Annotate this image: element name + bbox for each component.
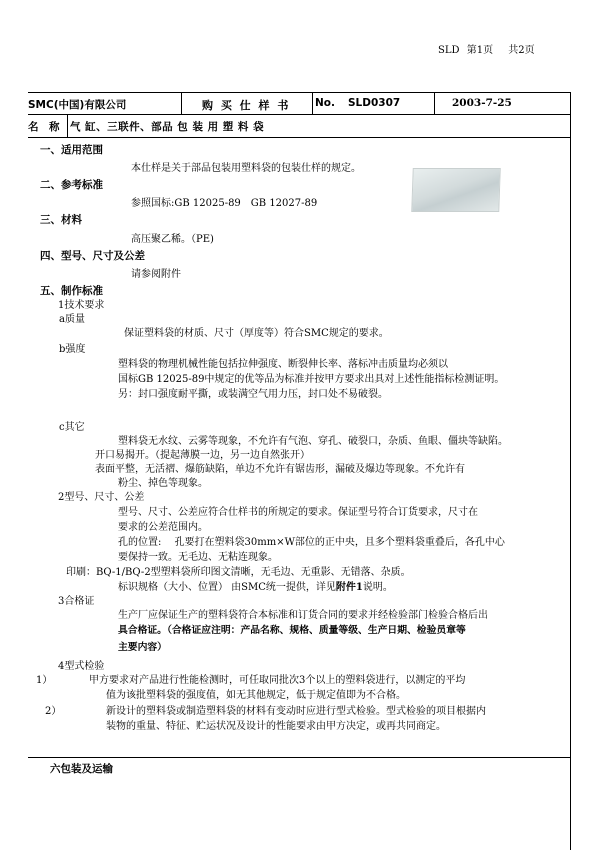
doc-code: SLD <box>438 45 460 56</box>
item-4-1-number: 1） <box>36 675 53 686</box>
section-3-title: 三、材料 <box>40 214 82 226</box>
item-c-text-2: 开口易揭开。（提起薄膜一边，另一边自然张开） <box>95 450 310 461</box>
subsection-2-title: 2型号、尺寸、公差 <box>58 492 145 503</box>
section-4-title: 四、型号、尺寸及公差 <box>40 250 145 262</box>
item-a-text: 保证塑料袋的材质、尺寸（厚度等）符合SMC规定的要求。 <box>124 328 389 339</box>
section-six-divider <box>28 757 571 758</box>
section-3-text: 高压聚乙稀。（PE) <box>131 234 214 245</box>
name-row-divider <box>28 137 571 138</box>
attachment-1-ref: 附件1 <box>335 582 363 593</box>
item-4-2-text-1: 新设计的塑料袋或制造塑料袋的材料有变动时应进行型式检验。型式检验的项目根据内 <box>106 706 486 717</box>
label-spec-text: 标识规格（大小、位置） 由SMC统一提供，详见 <box>118 582 336 593</box>
title-cell-divider-1 <box>181 92 182 115</box>
subsection-3-text-2: 具合格证。（合格证应注明：产品名称、规格、质量等级、生产日期、检验员章等 <box>118 625 466 636</box>
table-right-border <box>570 92 571 850</box>
subsection-2-text-4: 要保持一致。无毛边、无粘连现象。 <box>118 552 278 563</box>
item-c-text-4: 粉尘、掉色等现象。 <box>118 478 208 489</box>
title-cell-divider-3 <box>434 92 435 115</box>
label-spec-suffix: 说明。 <box>362 582 393 593</box>
item-4-2-text-2: 装物的重量、特征、贮运状况及设计的性能要求由甲方决定，或再共同商定。 <box>106 721 446 732</box>
subsection-1-title: 1技术要求 <box>58 300 105 311</box>
page-total: 共2页 <box>508 45 535 56</box>
section-2-text: 参照国标:GB 12025-89 GB 12027-89 <box>131 198 318 209</box>
subsection-2-text-3: 孔的位置: 孔要打在塑料袋30mm×W部位的正中央，且多个塑料袋重叠后，各孔中心 <box>118 537 505 548</box>
plastic-bag-photo <box>411 168 501 212</box>
name-label: 名 称 <box>28 121 60 133</box>
document-title: 购 买 仕 样 书 <box>202 99 291 112</box>
section-5-title: 五、制作标准 <box>40 285 103 297</box>
item-b-text-1: 塑料袋的物理机械性能包括拉伸强度、断裂伸长率、落标冲击质量均必须以 <box>118 359 448 370</box>
item-b-title: b强度 <box>59 344 86 355</box>
subsection-3-text-3: 主要内容） <box>118 642 167 653</box>
item-4-2-number: 2） <box>45 706 62 717</box>
item-4-1-text-1: 甲方要求对产品进行性能检测时，可任取同批次3个以上的塑料袋进行，以测定的平均 <box>89 675 466 686</box>
title-cell-divider-2 <box>312 92 313 115</box>
item-4-1-text-2: 值为该批塑料袋的强度值，如无其他规定，低于规定值即为不合格。 <box>106 690 406 701</box>
doc-no-value: SLD0307 <box>348 97 401 109</box>
item-b-text-3: 另：封口强度耐平撕，或装满空气用力压，封口处不易破裂。 <box>118 389 388 400</box>
name-cell-divider <box>67 115 68 137</box>
subsection-2-text-5: 印刷：BQ-1/BQ-2型塑料袋所印图文清晰，无毛边、无重影、无错落、杂质。 <box>66 567 411 578</box>
title-row-divider <box>28 114 571 115</box>
table-top-border <box>28 92 571 93</box>
subsection-3-text-1: 生产厂应保证生产的塑料袋符合本标准和订货合同的要求并经检验部门检验合格后出 <box>118 610 488 621</box>
subsection-3-title: 3合格证 <box>58 596 95 607</box>
item-c-title: c其它 <box>59 422 85 433</box>
doc-date: 2003-7-25 <box>452 97 512 109</box>
subsection-2-text-2: 要求的公差范围内。 <box>118 522 208 533</box>
name-value: 气 缸、三联件、部品 包 装 用 塑 料 袋 <box>70 121 265 133</box>
subsection-2-text-6 <box>118 578 393 593</box>
page-number: 第1页 <box>466 45 494 56</box>
item-c-text-1: 塑料袋无水纹、云雾等现象，不允许有气泡、穿孔、破裂口，杂质、鱼眼、僵块等缺陷。 <box>118 436 508 447</box>
section-1-title: 一、适用范围 <box>40 144 103 156</box>
section-1-text: 本仕样是关于部品包装用塑料袋的包装仕样的规定。 <box>131 163 361 174</box>
company-name: SMC(中国)有限公司 <box>28 99 127 111</box>
subsection-4-title: 4型式检验 <box>58 661 105 672</box>
doc-no-label: No. <box>315 97 335 109</box>
subsection-2-text-1: 型号、尺寸、公差应符合仕样书的所规定的要求。保证型号符合订货要求，尺寸在 <box>118 507 478 518</box>
item-a-title: a质量 <box>59 314 85 325</box>
item-c-text-3: 表面平整，无活褶、爆筋缺陷，单边不允许有锯齿形，漏破及爆边等现象。不允许有 <box>95 464 465 475</box>
page-header <box>438 41 535 56</box>
section-2-title: 二、参考标准 <box>40 179 103 191</box>
section-4-text: 请参阅附件 <box>131 269 181 280</box>
section-6-title: 六包装及运输 <box>50 763 113 775</box>
item-b-text-2: 国标GB 12025-89中规定的优等品为标准并按甲方要求出具对上述性能指标检测证明。 <box>118 374 505 385</box>
